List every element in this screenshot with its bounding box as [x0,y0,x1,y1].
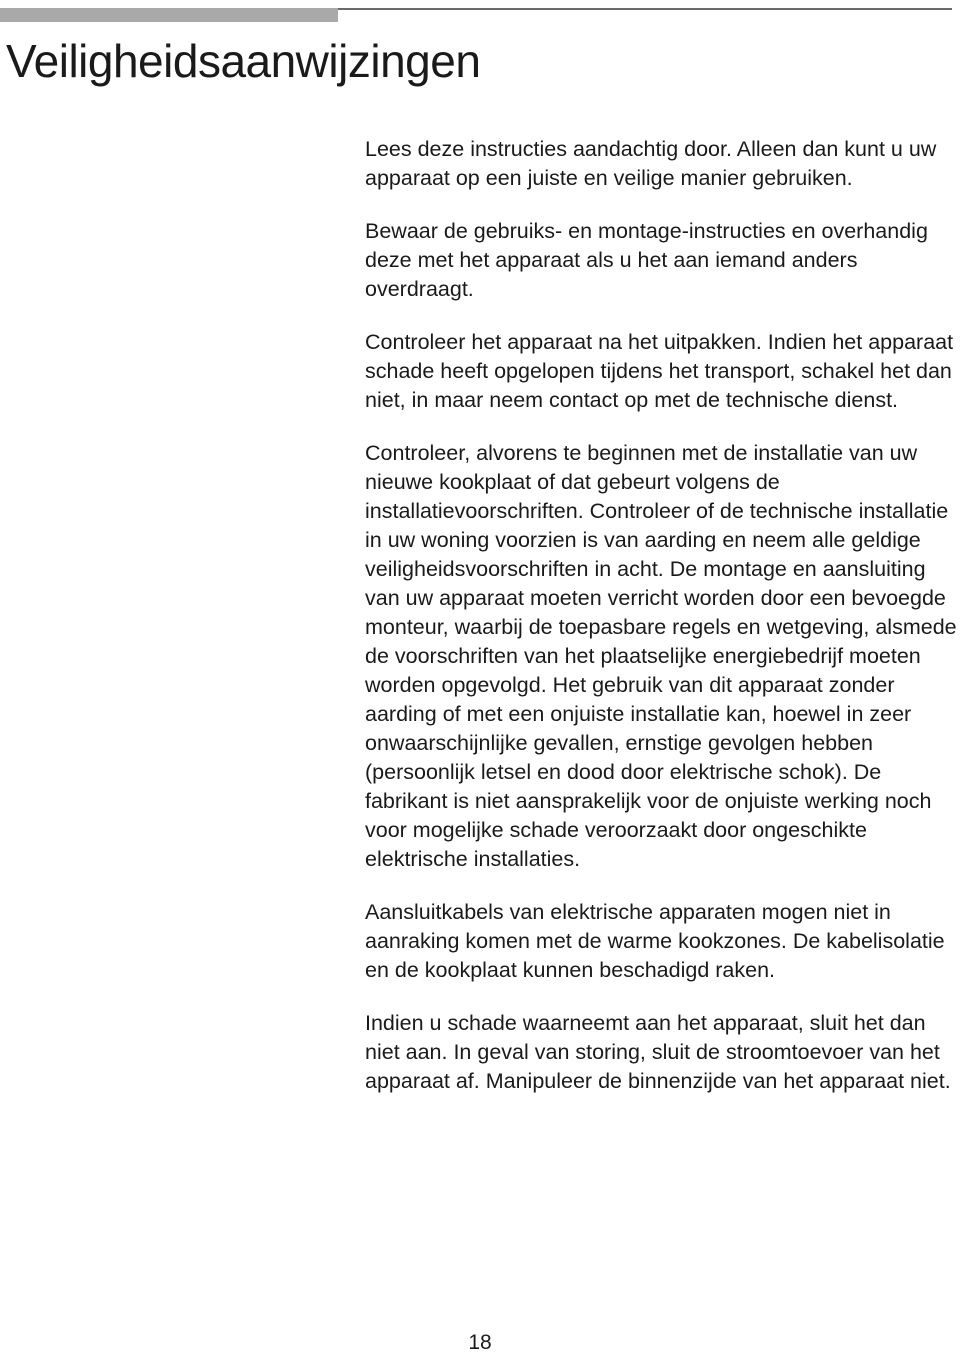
page-title: Veiligheidsaanwijzingen [6,35,481,87]
paragraph-damage-malfunction: Indien u schade waarneemt aan het apparaat, sluit het dan niet aan. In geval van storing, sluit de stroomtoevoer van het apparaat af. Manipuleer de binnenzijde van het apparaat niet. [365,1011,951,1093]
paragraph-connection-cables: Aansluitkabels van elektrische apparaten mogen niet in aanraking komen met de warme kookzones. De kabelisolatie en de kookplaat kunnen beschadigd raken. [365,900,945,982]
header-bar [0,8,338,22]
paragraph-check-after-unpacking: Controleer het apparaat na het uitpakken. Indien het apparaat schade heeft opgelopen tijdens het transport, schakel het dan niet, in maar neem contact op met de technische dienst. [365,330,954,412]
paragraph-installation: Controleer, alvorens te beginnen met de installatie van uw nieuwe kookplaat of dat gebeurt volgens de installatievoorschriften. Controleer of de technische installatie in uw woning voorzien is van aarding en neem alle geldige veiligheidsvoorschriften in acht. De montage en aansluiting van uw apparaat moeten verricht worden door een bevoegde monteur, waarbij de toepasbare regels en wetgeving, alsmede de voorschriften van het plaatselijke energiebedrijf moeten worden opgevolgd. Het gebruik van dit apparaat zonder aarding of met een onjuiste installatie kan, hoewel in zeer onwaarschijnlijke gevallen, ernstige gevolgen hebben (persoonlijk letsel en dood door elektrische schok). De fabrikant is niet aansprakelijk voor de onjuiste werking noch voor mogelijke schade veroorzaakt door ongeschikte elektrische installaties. [365,441,957,871]
paragraph-read-instructions: Lees deze instructies aandachtig door. Alleen dan kunt u uw apparaat op een juiste en veilige manier gebruiken. [365,137,937,190]
paragraph-keep-instructions: Bewaar de gebruiks- en montage-instructies en overhandig deze met het apparaat als u het aan iemand anders overdraagt. [365,219,928,301]
header-rule [338,8,952,10]
body-text-column [365,135,960,1120]
page-number: 18 [468,1331,492,1354]
